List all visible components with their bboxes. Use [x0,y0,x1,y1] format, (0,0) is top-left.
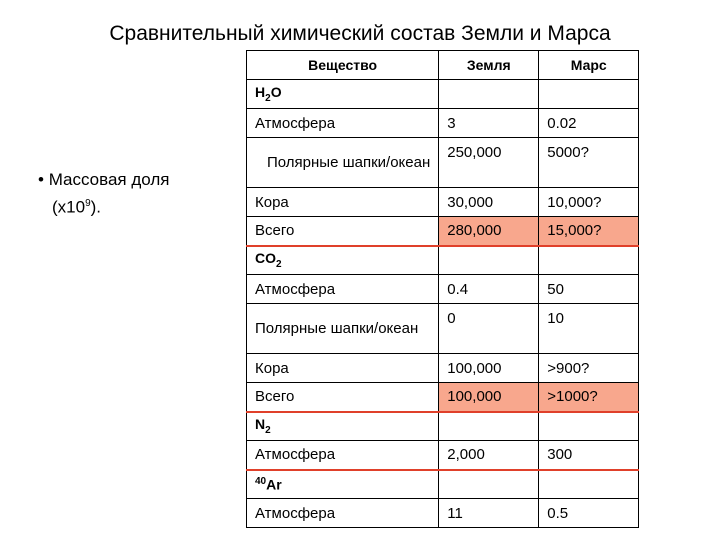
h2o-sub: 2 [265,92,271,104]
mars-value: >900? [539,354,639,383]
co2-base: CO [255,250,276,267]
earth-value: 100,000 [439,383,539,412]
empty-cell [539,246,639,275]
header-earth: Земля [439,51,539,80]
earth-value: 250,000 [439,138,539,188]
row-label: Атмосфера [247,109,439,138]
group-row-ar [247,470,639,499]
header-substance: Вещество [247,51,439,80]
bullet-line-2 [38,192,170,220]
empty-cell [539,412,639,441]
table-row-total [247,217,639,246]
table-row-total [247,383,639,412]
group-label-h2o [247,80,439,109]
row-label: Атмосфера [247,441,439,470]
composition-table [246,50,639,528]
bullet-text-1: Массовая доля [48,170,170,189]
ar-sup: 40 [255,475,267,487]
row-label: Кора [247,354,439,383]
bullet-marker: • [38,170,44,189]
bullet-text-2-sup: 9 [85,198,91,209]
table-row [247,275,639,304]
table-row [247,188,639,217]
earth-value: 2,000 [439,441,539,470]
row-label: Кора [247,188,439,217]
group-row-co2 [247,246,639,275]
earth-value: 0.4 [439,275,539,304]
empty-cell [539,80,639,109]
bullet-text-2-prefix: (х10 [52,197,86,217]
group-label-ar [247,470,439,499]
group-label-co2 [247,246,439,275]
row-label: Атмосфера [247,275,439,304]
ar-base: Ar [266,476,282,493]
mars-value: 5000? [539,138,639,188]
table-row [247,138,639,188]
table-row [247,109,639,138]
mars-value: 15,000? [539,217,639,246]
mars-value: 10 [539,304,639,354]
page-title: Сравнительный химический состав Земли и Марса [109,22,611,45]
row-label: Полярные шапки/океан [247,138,439,188]
empty-cell [439,470,539,499]
mars-value: 300 [539,441,639,470]
co2-sub: 2 [276,259,282,271]
mars-value: >1000? [539,383,639,412]
earth-value: 280,000 [439,217,539,246]
row-label: Атмосфера [247,499,439,528]
h2o-h: H [255,84,266,101]
empty-cell [439,412,539,441]
n2-base: N [255,416,266,433]
row-label: Всего [247,217,439,246]
header-mars: Марс [539,51,639,80]
group-row-h2o [247,80,639,109]
empty-cell [439,246,539,275]
table-row [247,499,639,528]
group-label-n2 [247,412,439,441]
bullet-text-2-suffix: ). [90,197,102,217]
empty-cell [539,470,639,499]
earth-value: 100,000 [439,354,539,383]
earth-value: 3 [439,109,539,138]
mars-value: 10,000? [539,188,639,217]
table-header-row [247,51,639,80]
empty-cell [439,80,539,109]
h2o-o: O [270,84,282,101]
table-row [247,304,639,354]
row-label: Всего [247,383,439,412]
n2-sub: 2 [265,425,271,437]
bullet-line-1 [38,168,170,192]
table-row [247,354,639,383]
mars-value: 0.5 [539,499,639,528]
bullet-note [38,168,170,220]
mars-value: 50 [539,275,639,304]
table-row [247,441,639,470]
earth-value: 0 [439,304,539,354]
earth-value: 11 [439,499,539,528]
group-row-n2 [247,412,639,441]
earth-value: 30,000 [439,188,539,217]
row-label: Полярные шапки/океан [247,304,439,354]
mars-value: 0.02 [539,109,639,138]
